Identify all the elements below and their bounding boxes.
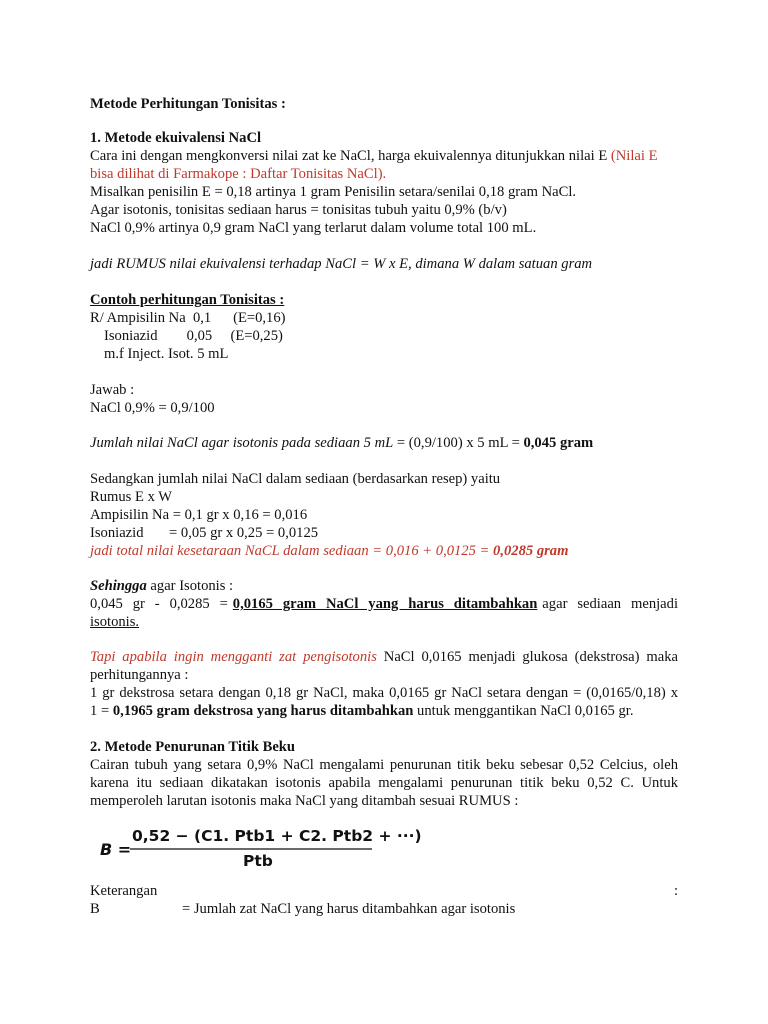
keterangan-colon: :	[674, 883, 679, 899]
section1-heading: 1. Metode ekuivalensi NaCl	[90, 130, 262, 146]
total-kesetaraan: jadi total nilai kesetaraan NaCL dalam sediaan = 0,016 + 0,0125 = 0,0285 gram	[90, 543, 569, 559]
nacl-ratio: NaCl 0,9% = 0,9/100	[90, 400, 215, 416]
resep-line3: m.f Inject. Isot. 5 mL	[104, 346, 229, 362]
keterangan-label: Keterangan	[90, 883, 158, 899]
farmakope-note: (Nilai E	[610, 148, 658, 164]
section1-line5: NaCl 0,9% artinya 0,9 gram NaCl yang terlarut dalam volume total 100 mL.	[90, 220, 537, 236]
section2-heading: 2. Metode Penurunan Titik Beku	[90, 739, 296, 755]
sedangkan-line: Sedangkan jumlah nilai NaCl dalam sediaan (berdasarkan resep) yaitu	[90, 471, 501, 487]
resep-line1: R/ Ampisilin Na 0,1 (E=0,16)	[90, 310, 286, 326]
formula-denominator: Ptb	[243, 852, 273, 870]
jumlah-isotonis: Jumlah nilai NaCl agar isotonis pada sediaan 5 mL = (0,9/100) x 5 mL = 0,045 gram	[90, 435, 594, 451]
resep-line2: Isoniazid 0,05 (E=0,25)	[104, 328, 283, 344]
sehingga-line: Sehingga agar Isotonis :	[90, 578, 234, 594]
b-label: B	[90, 901, 100, 917]
page-title: Metode Perhitungan Tonisitas :	[90, 96, 286, 112]
section2-line1: Cairan tubuh yang setara 0,9% NaCl mengalami penurunan titik beku sebesar 0,52 Celcius, oleh	[90, 757, 678, 773]
dekstrosa-line2: 1 = 0,1965 gram dekstrosa yang harus ditambahkan untuk menggantikan NaCl 0,0165 gr.	[90, 703, 634, 719]
ampisilin-calc: Ampisilin Na = 0,1 gr x 0,16 = 0,016	[90, 507, 308, 523]
formula-lhs: B =	[100, 840, 132, 859]
rumus-ew: Rumus E x W	[90, 489, 173, 505]
b-description: = Jumlah zat NaCl yang harus ditambahkan agar isotonis	[182, 901, 516, 917]
section1-line1: Cara ini dengan mengkonversi nilai zat ke NaCl, harga ekuivalennya ditunjukkan nilai E (Nilai E	[90, 148, 658, 164]
dekstrosa-line1: 1 gr dekstrosa setara dengan 0,18 gr NaCl, maka 0,0165 gr NaCl setara dengan = (0,0165/0,18) x	[90, 685, 678, 701]
section2-line3: memperoleh larutan isotonis maka NaCl yang ditambah sesuai RUMUS :	[90, 793, 519, 809]
ptb-formula	[100, 822, 422, 872]
section1-line2: bisa dilihat di Farmakope : Daftar Tonisitas NaCl).	[90, 166, 387, 182]
contoh-heading: Contoh perhitungan Tonisitas :	[90, 292, 285, 308]
section1-line4: Agar isotonis, tonisitas sediaan harus = tonisitas tubuh yaitu 0,9% (b/v)	[90, 202, 507, 218]
isoniazid-calc: Isoniazid = 0,05 gr x 0,25 = 0,0125	[90, 525, 319, 541]
section1-line3: Misalkan penisilin E = 0,18 artinya 1 gram Penisilin setara/senilai 0,18 gram NaCl.	[90, 184, 577, 200]
isotonis-word: isotonis.	[90, 614, 140, 630]
perhitungannya-line: perhitungannya :	[90, 667, 189, 683]
tapi-line: Tapi apabila ingin mengganti zat pengisotonis NaCl 0,0165 menjadi glukosa (dekstrosa) maka	[90, 649, 679, 665]
nacl-tambahan-line: 0,045 gr - 0,0285 = 0,0165 gram NaCl yang harus ditambahkan agar sediaan menjadi	[90, 596, 679, 612]
rumus-ekuivalensi: jadi RUMUS nilai ekuivalensi terhadap NaCl = W x E, dimana W dalam satuan gram	[90, 256, 593, 272]
section2-line2: karena itu sediaan dikatakan isotonis apabila mengalami penurunan titik beku 0,52 C. Untuk	[90, 775, 678, 791]
formula-numerator: 0,52 − (C1. Ptb1 + C2. Ptb2 + ···)	[132, 827, 422, 845]
jawab-label: Jawab :	[90, 382, 135, 398]
